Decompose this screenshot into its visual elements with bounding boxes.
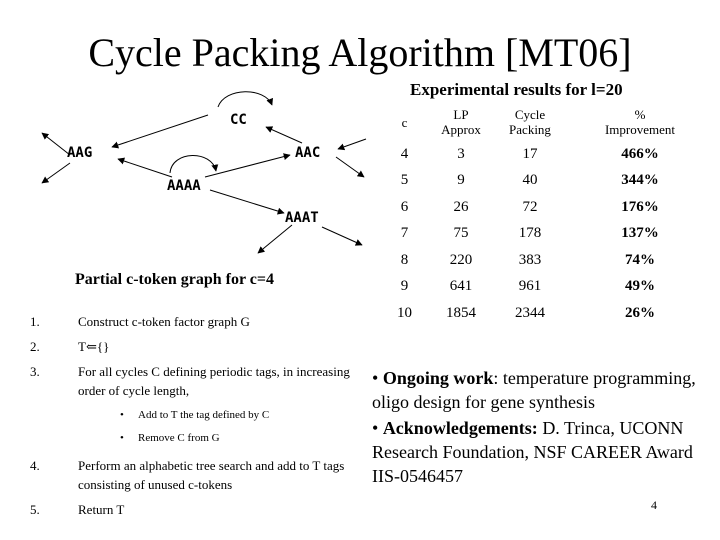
cell-c: 7 <box>377 221 432 248</box>
list-item <box>30 337 360 356</box>
table-subtitle: Experimental results for l=20 <box>410 80 623 99</box>
aaat-out-edge-2 <box>322 227 362 245</box>
cell-lp: 220 <box>432 247 490 274</box>
ongoing-work-label: Ongoing work <box>382 368 494 388</box>
list-item <box>30 312 360 331</box>
cell-c: 4 <box>377 141 432 168</box>
list-item <box>30 456 360 494</box>
ongoing-work-note: • Ongoing work: temperature programming, oligo design for gene synthesis <box>372 368 696 412</box>
table-row <box>377 247 710 274</box>
list-item <box>30 362 360 400</box>
aaat-out-edge-1 <box>258 225 292 253</box>
sub-list-item <box>30 429 360 448</box>
cell-improvement: 49% <box>570 274 710 301</box>
cell-lp: 75 <box>432 221 490 248</box>
cell-improvement: 176% <box>570 194 710 221</box>
cell-lp: 641 <box>432 274 490 301</box>
table-header-row <box>377 103 710 141</box>
node-aag: AAG <box>67 145 93 161</box>
cell-improvement: 74% <box>570 247 710 274</box>
cell-improvement: 466% <box>570 141 710 168</box>
acknowledgements-label: Acknowledgements: <box>382 418 538 438</box>
table-row <box>377 221 710 248</box>
step-number: 2. <box>30 339 40 354</box>
aac-to-cc-edge <box>266 127 302 143</box>
table-row <box>377 194 710 221</box>
cell-improvement: 344% <box>570 168 710 195</box>
cell-c: 10 <box>377 300 432 327</box>
substep-text: Add to T the tag defined by C <box>138 409 270 421</box>
node-aaat: AAAT <box>285 210 319 226</box>
algorithm-steps <box>30 312 360 525</box>
substep-text: Remove C from G <box>138 432 220 444</box>
cell-cycle: 17 <box>490 141 570 168</box>
cell-c: 9 <box>377 274 432 301</box>
page-number: 4 <box>651 498 657 512</box>
aaaa-to-aac-edge <box>205 155 290 177</box>
slide-title: Cycle Packing Algorithm [MT06] <box>88 30 632 75</box>
c-token-graph <box>40 85 370 265</box>
table-row <box>377 274 710 301</box>
cell-lp: 1854 <box>432 300 490 327</box>
cell-lp: 3 <box>432 141 490 168</box>
sub-list-item <box>30 406 360 425</box>
bullet-icon: • <box>120 432 124 444</box>
aaaa-self-loop-edge <box>170 155 216 173</box>
table-row <box>377 141 710 168</box>
aaaa-to-aaat-edge <box>210 190 284 213</box>
node-cc: CC <box>230 112 247 128</box>
aac-out-edge <box>336 157 364 177</box>
step-text: Perform an alphabetic tree search and add to T tags consisting of unused c-tokens <box>78 458 345 492</box>
cell-improvement: 137% <box>570 221 710 248</box>
bullet-icon: • <box>120 409 124 421</box>
aaaa-to-aag-edge <box>118 159 172 177</box>
acknowledgements-text: D. Trinca, UCONN Research Foundation, NSF CAREER Award IIS-0546457 <box>372 418 693 486</box>
step-number: 3. <box>30 364 40 379</box>
acknowledgements-note: • Acknowledgements: D. Trinca, UCONN Research Foundation, NSF CAREER Award IIS-0546457 <box>372 418 693 486</box>
header-cycle-packing: Cycle Packing <box>490 103 570 141</box>
cell-lp: 9 <box>432 168 490 195</box>
cell-cycle: 72 <box>490 194 570 221</box>
header-lp-approx: LP Approx <box>432 103 490 141</box>
node-aaaa: AAAA <box>167 178 201 194</box>
graph-caption: Partial c-token graph for c=4 <box>75 271 275 288</box>
cell-c: 6 <box>377 194 432 221</box>
step-text: For all cycles C defining periodic tags, in increasing order of cycle length, <box>78 364 350 398</box>
cell-c: 8 <box>377 247 432 274</box>
results-table <box>377 103 710 327</box>
cell-cycle: 961 <box>490 274 570 301</box>
step-number: 4. <box>30 458 40 473</box>
cell-cycle: 2344 <box>490 300 570 327</box>
aac-in-edge <box>338 139 366 149</box>
cell-cycle: 40 <box>490 168 570 195</box>
header-improvement: % Improvement <box>570 103 710 141</box>
table-row <box>377 300 710 327</box>
step-number: 5. <box>30 502 40 517</box>
step-text: Construct c-token factor graph G <box>78 314 250 329</box>
step-text: Return T <box>78 502 125 517</box>
step-number: 1. <box>30 314 40 329</box>
cc-self-loop-edge <box>218 92 272 107</box>
step-text: T⇐{} <box>78 339 110 354</box>
cell-improvement: 26% <box>570 300 710 327</box>
aag-out-edge-2 <box>42 163 70 183</box>
aag-out-edge-1 <box>42 133 70 155</box>
node-aac: AAC <box>295 145 321 161</box>
notes-block <box>372 366 702 488</box>
ongoing-work-text: : temperature programming, oligo design for gene synthesis <box>372 368 696 412</box>
list-item <box>30 500 360 519</box>
cell-cycle: 178 <box>490 221 570 248</box>
cell-cycle: 383 <box>490 247 570 274</box>
cc-to-aag-edge <box>112 115 208 147</box>
table-row <box>377 168 710 195</box>
header-c: c <box>377 103 432 141</box>
cell-lp: 26 <box>432 194 490 221</box>
cell-c: 5 <box>377 168 432 195</box>
